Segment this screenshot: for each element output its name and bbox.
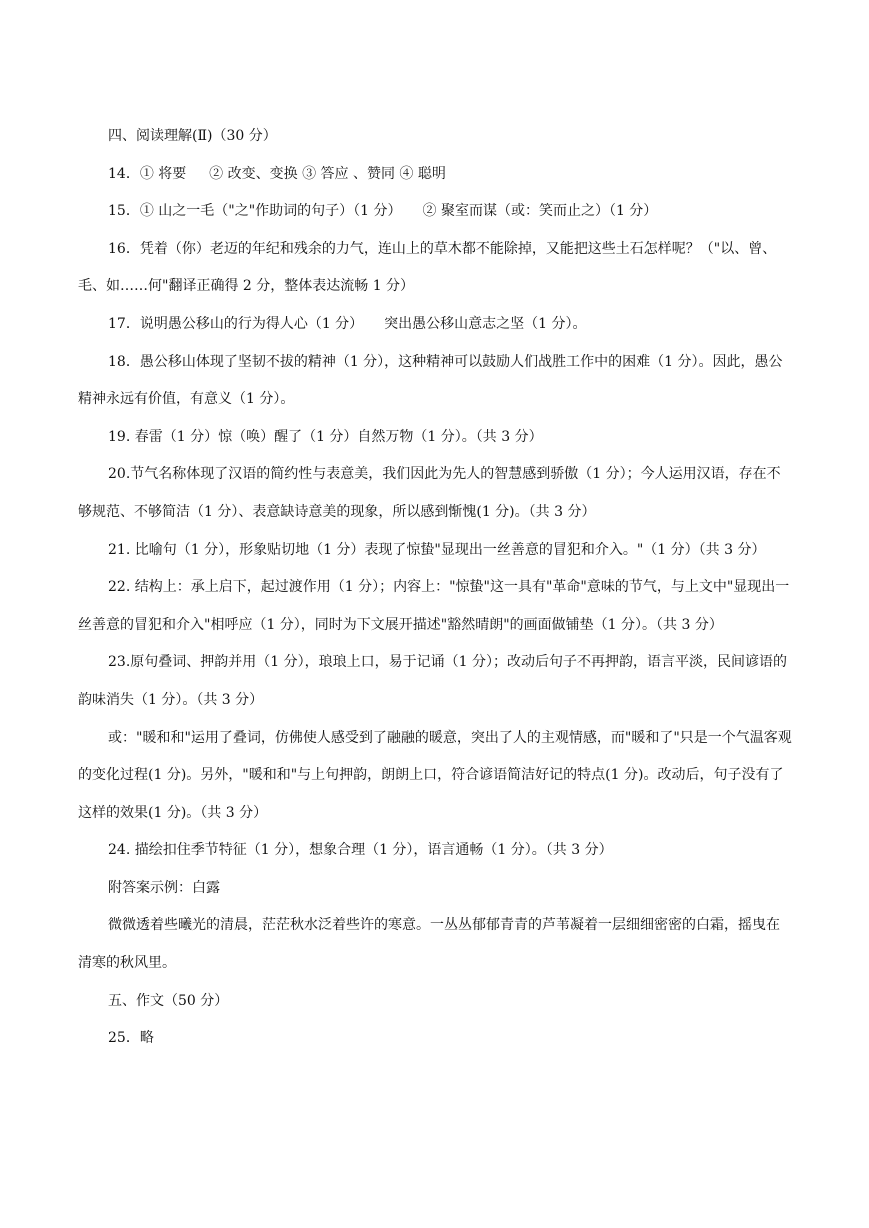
answer-14: 14．① 将要 ② 改变、变换 ③ 答应 、赞同 ④ 聪明: [108, 165, 446, 182]
answer-16: 16．凭着（你）老迈的年纪和残余的力气，连山上的草木都不能除掉，又能把这些土石怎样呢？（"以、曾、毛、如……何"翻译正确得 2 分，整体表达流畅 1 分）: [78, 240, 777, 295]
answer-25: 25．略: [108, 1030, 154, 1047]
sample-answer-text: 微微透着些曦光的清晨，茫茫秋水泛着些许的寒意。一丛丛郁郁青青的芦苇凝着一层细细密密的白霜，摇曳在清寒的秋风里。: [78, 917, 780, 972]
sample-answer-heading: 附答案示例：白露: [108, 879, 220, 896]
answer-15: 15．① 山之一毛（"之"作助词的句子）（1 分） ② 聚室而谋（或：笑而止之）（1 分）: [108, 203, 658, 220]
answer-20: 20.节气名称体现了汉语的简约性与表意美，我们因此为先人的智慧感到骄傲（1 分）；今人运用汉语，存在不够规范、不够简洁（1 分）、表意缺诗意美的现象，所以感到惭愧(1 分)。（共 3 分）: [78, 466, 781, 520]
answer-23-alternative: 或："暖和和"运用了叠词，仿佛使人感受到了融融的暖意，突出了人的主观情感，而"暖和了"只是一个气温客观的变化过程(1 分)。另外，"暖和和"与上句押韵，朗朗上口，符合谚语简洁好记的特点(1 分)。改动后，句子没有了这样的效果(1 分)。（共 3 分）: [78, 729, 792, 821]
answer-21: 21. 比喻句（1 分），形象贴切地（1 分）表现了惊蛰"显现出一丝善意的冒犯和介入。"（1 分）（共 3 分）: [108, 541, 766, 558]
answer-22: 22. 结构上：承上启下，起过渡作用（1 分）；内容上："惊蛰"这一具有"革命"意味的节气，与上文中"显现出一丝善意的冒犯和介入"相呼应（1 分），同时为下文展开描述"豁然晴朗"的画面做铺垫（1 分）。（共 3 分）: [78, 579, 790, 633]
answer-23: 23.原句叠词、押韵并用（1 分），琅琅上口，易于记诵（1 分）；改动后句子不再押韵，语言平淡，民间谚语的韵味消失（1 分）。（共 3 分）: [78, 654, 787, 708]
section-heading-reading-2: 四、阅读理解(Ⅱ)（30 分）: [108, 128, 277, 144]
answer-18: 18．愚公移山体现了坚韧不拔的精神（1 分），这种精神可以鼓励人们战胜工作中的困难（1 分）。因此，愚公精神永远有价值，有意义（1 分）。: [78, 353, 783, 408]
section-heading-essay: 五、作文（50 分）: [108, 992, 229, 1009]
answer-key-page: [78, 118, 792, 1058]
answer-19: 19. 春雷（1 分）惊（唤）醒了（1 分）自然万物（1 分）。（共 3 分）: [108, 428, 543, 445]
answer-17: 17．说明愚公移山的行为得人心（1 分） 突出愚公移山意志之坚（1 分）。: [108, 315, 587, 332]
answer-24: 24. 描绘扣住季节特征（1 分），想象合理（1 分），语言通畅（1 分）。（共 3 分）: [108, 842, 613, 859]
